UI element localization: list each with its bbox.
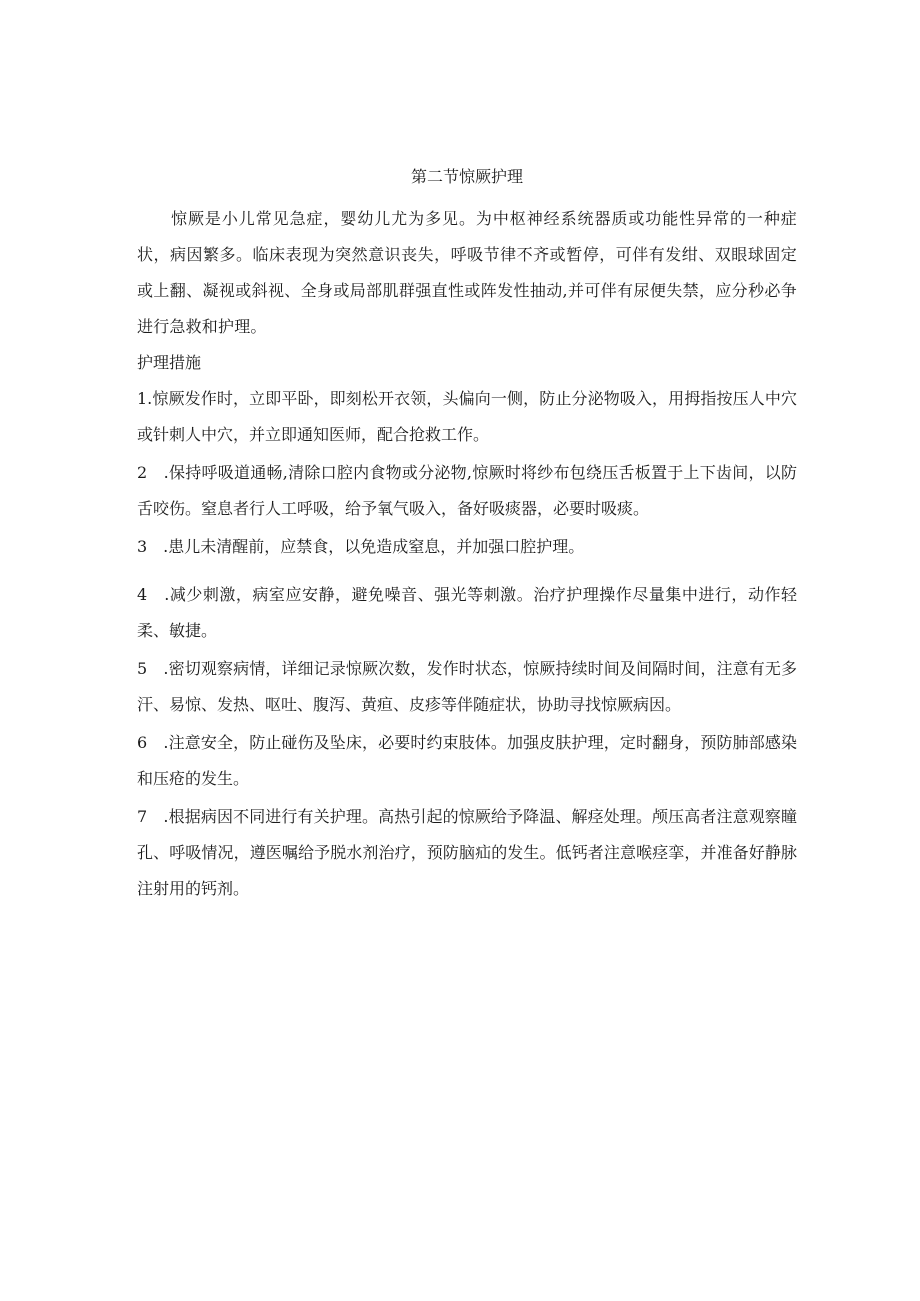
document-title: 第二节惊厥护理 [410,167,523,186]
item-text: 密切观察病情，详细记录惊厥次数，发作时状态，惊厥持续时间及间隔时间，注意有无多汗、易惊、发热、呕吐、腹泻、黄疸、皮疹等伴随症状，协助寻找惊厥病因。 [137,659,797,714]
list-item [137,381,797,453]
list-item [137,725,797,797]
intro-paragraph: 惊厥是小儿常见急症，婴幼儿尤为多见。为中枢神经系统器质或功能性异常的一种症状，病因繁多。临床表现为突然意识丧失，呼吸节律不齐或暂停，可伴有发绀、双眼球固定或上翻、凝视或斜视、全身或局部肌群强直性或阵发性抽动,并可伴有尿便失禁，应分秒必争进行急救和护理。 [137,209,797,336]
list-item [137,651,797,723]
item-text: 减少刺激，病室应安静，避免噪音、强光等刺激。治疗护理操作尽量集中进行，动作轻柔、敏捷。 [137,585,797,640]
item-text: 患儿未清醒前，应禁食，以免造成窒息，并加强口腔护理。 [168,537,585,556]
list-item [137,455,797,527]
list-item [137,529,797,565]
document-page [137,165,797,909]
item-number: 6 . [137,733,169,752]
list-item [137,577,797,649]
item-text: 注意安全，防止碰伤及坠床，必要时约束肢体。加强皮肤护理，定时翻身，预防肺部感染和压疮的发生。 [137,733,797,788]
item-number: 4 . [137,585,170,604]
item-text: 根据病因不同进行有关护理。高热引起的惊厥给予降温、解痉处理。颅压高者注意观察瞳孔、呼吸情况，遵医嘱给予脱水剂治疗，预防脑疝的发生。低钙者注意喉痉挛，并准备好静脉注射用的钙剂。 [137,807,797,898]
list-item [137,799,797,907]
item-text: 保持呼吸道通畅,清除口腔内食物或分泌物,惊厥时将纱布包绕压舌板置于上下齿间，以防舌咬伤。窒息者行人工呼吸，给予氧气吸入，备好吸痰器，必要时吸痰。 [137,463,797,518]
item-text: 惊厥发作时，立即平卧，即刻松开衣领，头偏向一侧，防止分泌物吸入，用拇指按压人中穴或针刺人中穴，并立即通知医师，配合抢救工作。 [137,389,797,444]
item-number: 5 . [137,659,169,678]
item-number: 7 . [137,807,169,826]
section-heading: 护理措施 [137,353,202,372]
item-number: 1. [137,389,153,408]
item-number: 2 . [137,463,169,482]
item-number: 3 . [137,537,169,556]
